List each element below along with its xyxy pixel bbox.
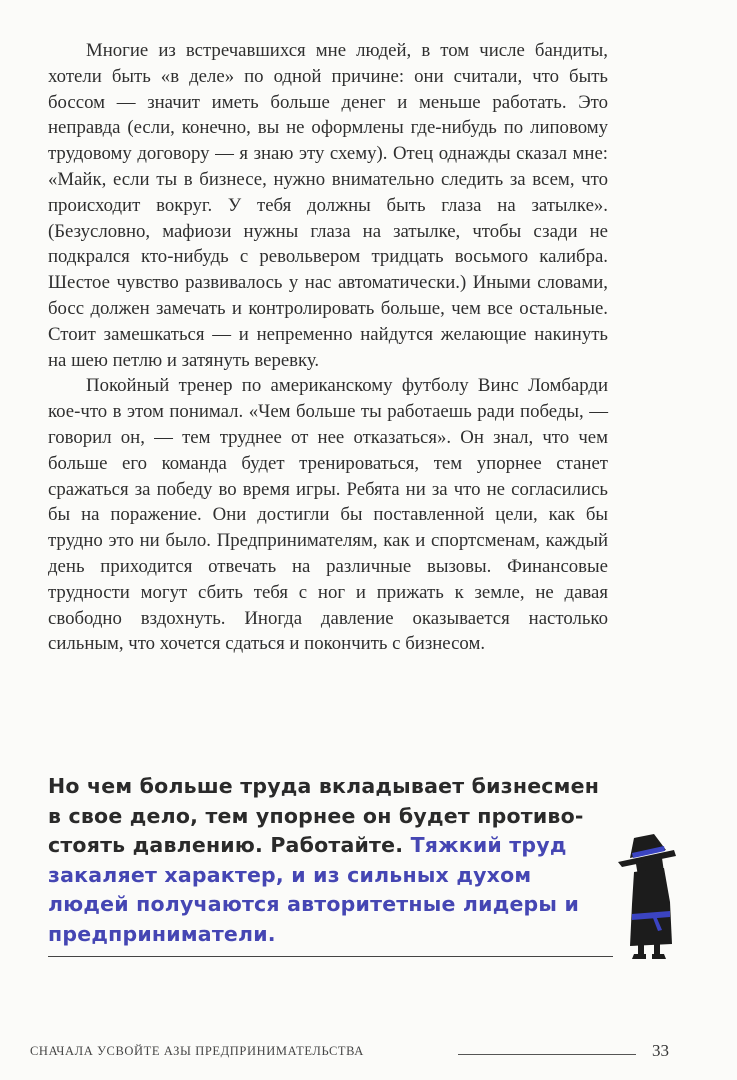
spy-silhouette-icon xyxy=(612,832,692,962)
callout-plain-text: Но чем больше труда вкладывает бизнесмен в свое дело, тем упорнее он будет противостоять давлению. Работайте. xyxy=(48,774,600,858)
callout-divider xyxy=(48,956,613,957)
paragraph: Многие из встречавшихся мне людей, в том числе бандиты, хотели быть «в деле» по одной причине: они считали, что быть боссом — значит иметь больше денег и меньше работать. Это неправда (если, конечно, вы не оформлены где-нибудь по липовому трудовому договору — я знаю эту схему). Отец однажды сказал мне: «Майк, если ты в бизнесе, нужно внимательно следить за всем, что происходит вокруг. У тебя должны быть глаза на затылке». (Безусловно, мафиози нужны глаза на затылке, чтобы сзади не подкрался кто-нибудь с револьвером тридцать восьмого калибра. Шестое чувство развивалось у нас автоматически.) Иными словами, босс должен замечать и контролировать больше, чем все остальные. Стоит замешкаться — и непременно найдутся желающие накинуть на шею петлю и затянуть веревку. xyxy=(48,40,608,371)
callout-accent-text: Тяжкий труд закаляет характер, и из сильных духом людей получаются авторитетные лидеры и предприниматели. xyxy=(48,833,580,946)
body-text xyxy=(48,38,608,657)
running-footer-title: СНАЧАЛА УСВОЙТЕ АЗЫ ПРЕДПРИНИМАТЕЛЬСТВА xyxy=(30,1044,364,1058)
page-number: 33 xyxy=(652,1041,669,1060)
footer-divider xyxy=(458,1054,636,1055)
callout-quote xyxy=(48,772,600,950)
paragraph: Покойный тренер по американскому футболу Винс Ломбарди кое-что в этом понимал. «Чем больше ты работаешь ради победы, — говорил он, — тем труднее от нее отказаться». Он знал, что чем больше его команда будет тренироваться, тем упорнее станет сражаться за победу во время игры. Ребята ни за что не согласились бы на поражение. Они достигли бы поставленной цели, как бы трудно это ни было. Предпринимателям, как и спортсменам, каждый день приходится отвечать на различные вызовы. Финансовые трудности могут сбить тебя с ног и прижать к земле, не давая свободно вздохнуть. Иногда давление оказывается настолько сильным, что хочется сдаться и покончить с бизнесом. xyxy=(48,375,608,655)
